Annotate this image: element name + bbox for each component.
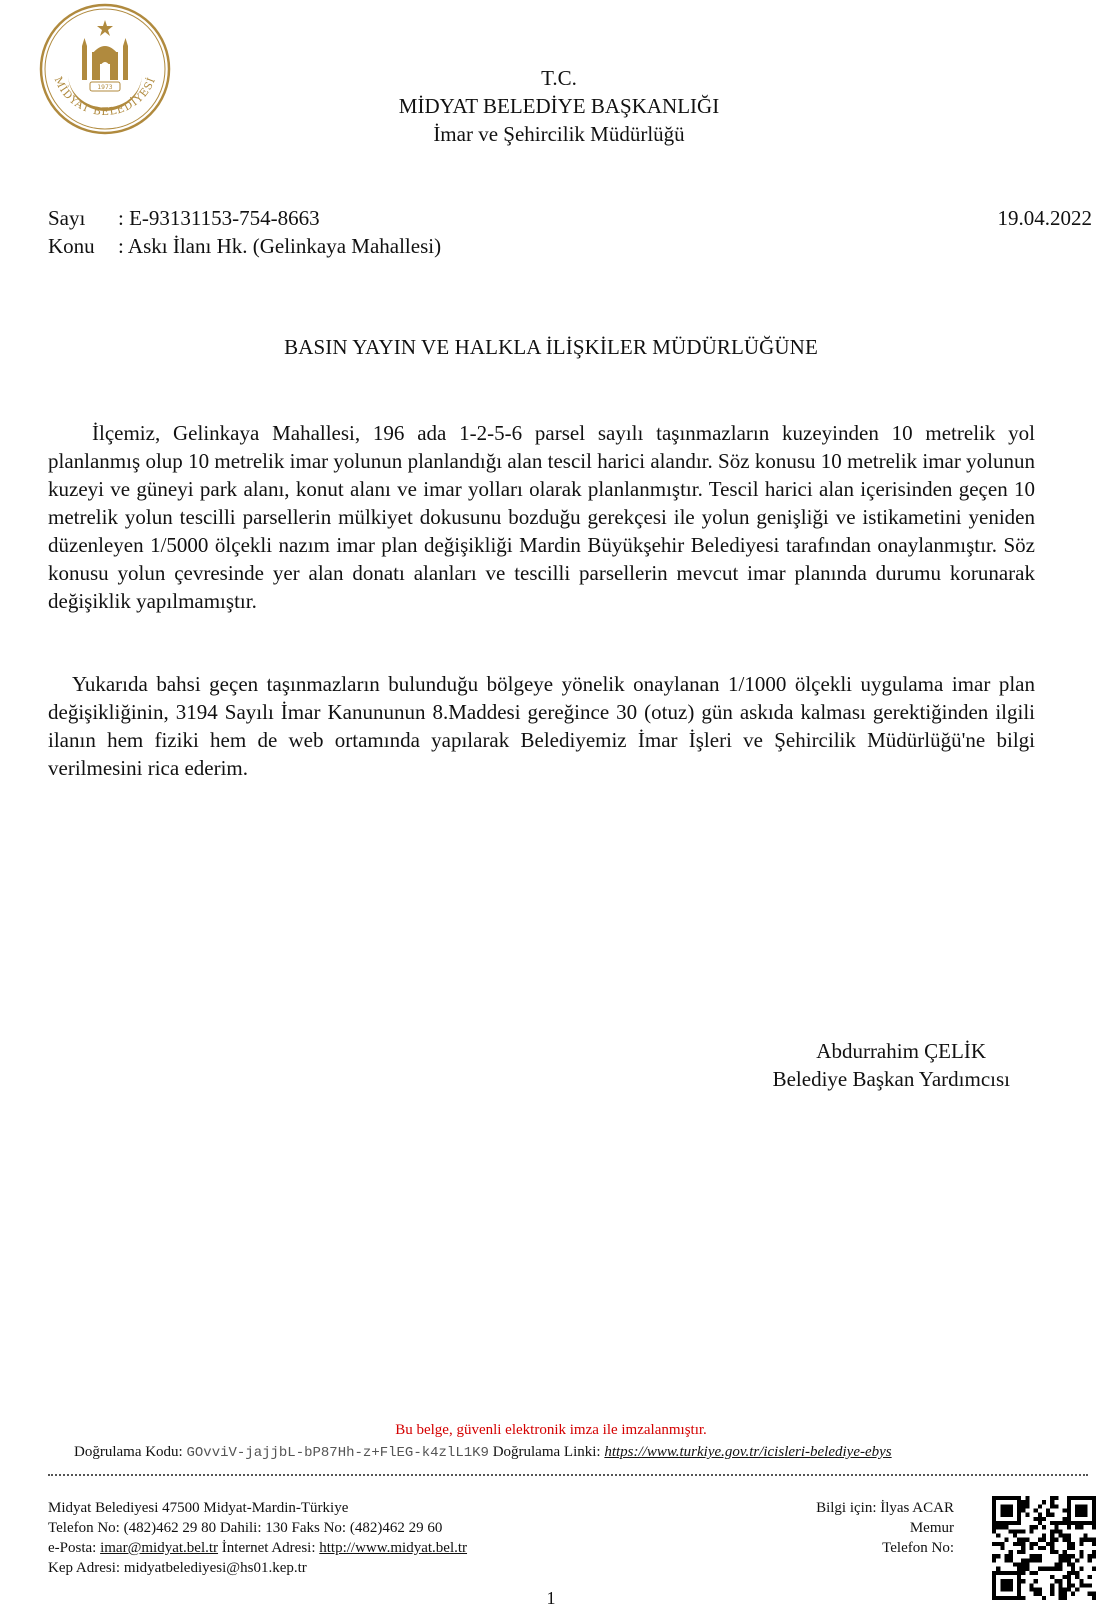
footer-phone: Telefon No: (482)462 29 80 Dahili: 130 Faks No: (482)462 29 60 [48,1520,443,1536]
info-phone-label: Telefon No: [882,1540,954,1556]
web-link[interactable]: http://www.midyat.bel.tr [319,1540,468,1556]
footer-contact [48,1498,467,1578]
info-position: Memur [909,1520,954,1536]
konu-value: : Askı İlanı Hk. (Gelinkaya Mahallesi) [118,234,442,258]
verification-code: GOvviV-jajjbL-bP87Hh-z+FlEG-k4zlL1K9 [186,1445,489,1461]
verification-code-label: Doğrulama Kodu: [74,1444,183,1460]
verification-link[interactable]: https://www.turkiye.gov.tr/icisleri-belediye-ebys [604,1444,892,1460]
header-department: İmar ve Şehircilik Müdürlüğü [433,122,685,146]
recipient: BASIN YAYIN VE HALKLA İLİŞKİLER MÜDÜRLÜĞÜNE [284,335,818,359]
konu-label: Konu [48,234,95,258]
sayi-label: Sayı [48,206,86,230]
email-link[interactable]: imar@midyat.bel.tr [100,1540,219,1556]
e-signature-notice: Bu belge, güvenli elektronik imza ile imzalanmıştır. [395,1422,707,1438]
footer-kep: Kep Adresi: midyatbelediyesi@hs01.kep.tr [48,1560,307,1576]
footer-email-web [48,1538,467,1558]
page-number: 1 [546,1588,556,1608]
body-paragraph-2: Yukarıda bahsi geçen taşınmazların bulunduğu bölgeye yönelik onaylanan 1/1000 ölçekli uygulama imar plan değişikliğinin, 3194 Sayılı İmar Kanununun 8.Maddesi gereğince 30 (otuz) gün askıda kalması gerektiğinden ilgili ilanın hem fiziki hem de web ortamında yapılarak Belediyemiz İmar İşleri ve Şehircilik Müdürlüğü'ne bilgi verilmesini rica ederim. [48,672,1035,780]
footer-address: Midyat Belediyesi 47500 Midyat-Mardin-Türkiye [48,1500,349,1516]
body-paragraph-1: İlçemiz, Gelinkaya Mahallesi, 196 ada 1-2-5-6 parsel sayılı taşınmazların kuzeyinden 10 metrelik yol planlanmış olup 10 metrelik imar yolunun planlandığı alan tescil harici alandır. Söz konusu 10 metrelik imar yolunun kuzeyi ve güneyi park alanı, konut alanı ve imar yolları olarak planlanmıştır. Tescil harici alan içerisinden geçen 10 metrelik yolun tescilli parsellerin mülkiyet dokusunu bozduğu gerekçesi ile yolun genişliği ve istikametini yeniden düzenleyen 1/5000 ölçekli nazım imar plan değişikliği Mardin Büyükşehir Belediyesi tarafından onaylanmıştır. Söz konusu yolun çevresinde yer alan donatı alanları ve tescilli parsellerin mevcut imar planında durumu korunarak değişiklik yapılmamıştır. [48,421,1035,613]
footer-info [816,1498,954,1558]
signatory-title: Belediye Başkan Yardımcısı [772,1067,1010,1091]
web-label: İnternet Adresi: [221,1540,316,1556]
footer-divider [48,1474,1088,1476]
header-organization: MİDYAT BELEDİYE BAŞKANLIĞI [398,94,720,118]
svg-text:MİDYAT BELEDİYESİ: MİDYAT BELEDİYESİ [51,74,159,119]
verification-line [74,1442,892,1463]
sayi-value: : E-93131153-754-8663 [118,206,320,230]
info-contact-person: Bilgi için: İlyas ACAR [816,1500,954,1516]
svg-text:1973: 1973 [97,84,113,91]
email-label: e-Posta: [48,1540,97,1556]
verification-link-label: Doğrulama Linki: [492,1444,601,1460]
qr-code [992,1496,1096,1600]
document-date: 19.04.2022 [997,206,1092,230]
header-tc: T.C. [541,66,577,90]
signatory-name: Abdurrahim ÇELİK [816,1039,986,1063]
